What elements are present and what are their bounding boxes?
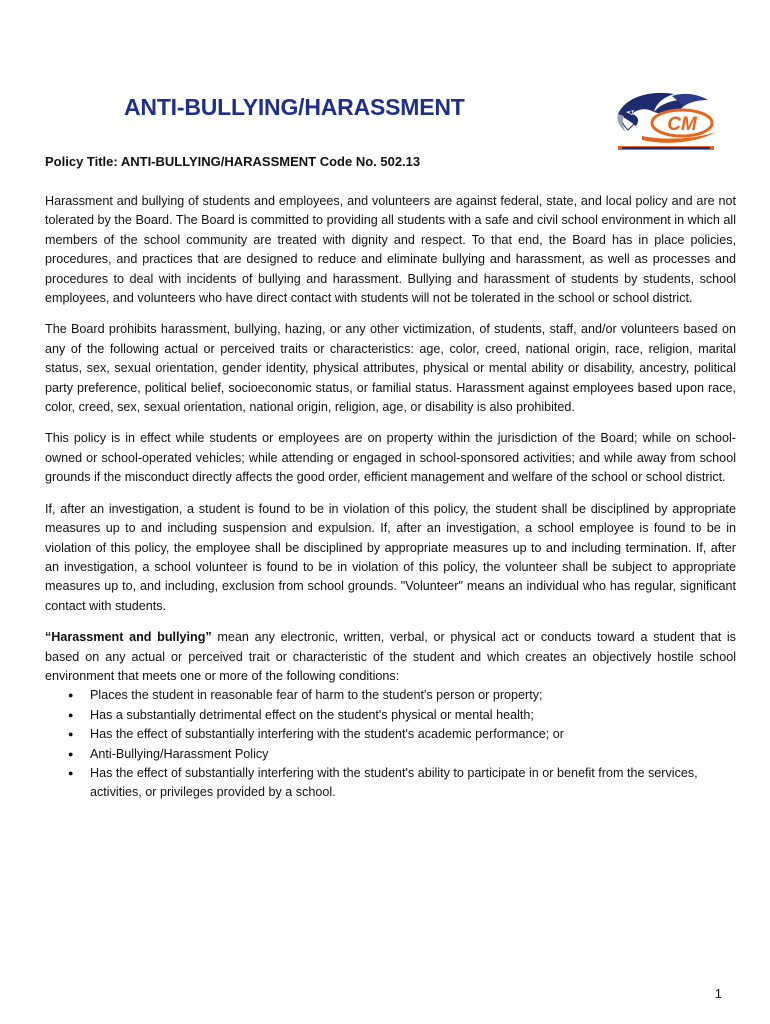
definition-term: “Harassment and bullying”	[45, 630, 212, 645]
paragraph-jurisdiction: This policy is in effect while students or employees are on property within the jurisdiction of the Board; while on school-owned or school-operated vehicles; while attending or engaged in school-sponsored activities; and while away from school grounds if the misconduct directly affects the good order, efficient management and welfare of the school or school district.	[45, 431, 736, 485]
svg-text:CM: CM	[667, 114, 697, 135]
document-title: ANTI-BULLYING/HARASSMENT	[124, 94, 465, 120]
definition-text: mean any electronic, written, verbal, or physical act or conducts toward a student that is based on any actual or perceived trait or characteristic of the student and which creates an objectively hostile school environment that meets one or more of the following conditions:	[45, 630, 736, 683]
paragraph-prohibited-traits: The Board prohibits harassment, bullying, hazing, or any other victimization, of students, staff, and/or volunteers based on any of the following actual or perceived traits or characteristics: age, color, creed, national origin, race, religion, marital status, sex, sexual orientation, gender identity, physical attributes, physical or mental ability or disability, ancestry, political party preference, political belief, socioeconomic status, or familial status. Harassment against employees based upon race, color, creed, sex, sexual orientation, national origin, religion, age, or disability is also prohibited.	[45, 322, 736, 415]
list-item: ● Has the effect of substantially interfering with the student's ability to participate in or benefit from the services, activities, or privileges provided by a school.	[90, 764, 736, 803]
paragraph-discipline: If, after an investigation, a student is found to be in violation of this policy, the student shall be disciplined by appropriate measures up to and including suspension and expulsion. If, after an investigation, a school employee is found to be in violation of this policy, the employee shall be disciplined by appropriate measures up to and including termination. If, after an investigation, a school volunteer is found to be in violation of this policy, the volunteer shall be subject to appropriate measures up to, and including, exclusion from school grounds. "Volunteer" means an individual who has regular, significant contact with students.	[45, 501, 736, 613]
school-mascot-logo-icon	[612, 88, 720, 154]
policy-body	[45, 192, 736, 803]
list-item: ● Places the student in reasonable fear of harm to the student's person or property;	[90, 686, 736, 705]
paragraph-intro: Harassment and bullying of students and employees, and volunteers are against federal, state, and local policy and are not tolerated by the Board. The Board is committed to providing all students with a safe and civil school environment in which all members of the school community are treated with dignity and respect. To that end, the Board has in place policies, procedures, and practices that are designed to reduce and eliminate bullying and harassment, as well as processes and procedures to deal with incidents of bullying and harassment. Bullying and harassment of students by students, school employees, and volunteers who have direct contact with students will not be tolerated in the school or school district.	[45, 194, 736, 306]
list-item: ● Has the effect of substantially interfering with the student's academic performance; or	[90, 725, 736, 744]
page-number: 1	[714, 986, 722, 1001]
list-item: ● Anti-Bullying/Harassment Policy	[90, 745, 736, 764]
policy-title: Policy Title: ANTI-BULLYING/HARASSMENT Code No. 502.13	[45, 154, 421, 169]
list-item: ● Has a substantially detrimental effect on the student's physical or mental health;	[90, 706, 736, 725]
conditions-list	[45, 686, 736, 802]
paragraph-definition	[45, 628, 736, 686]
